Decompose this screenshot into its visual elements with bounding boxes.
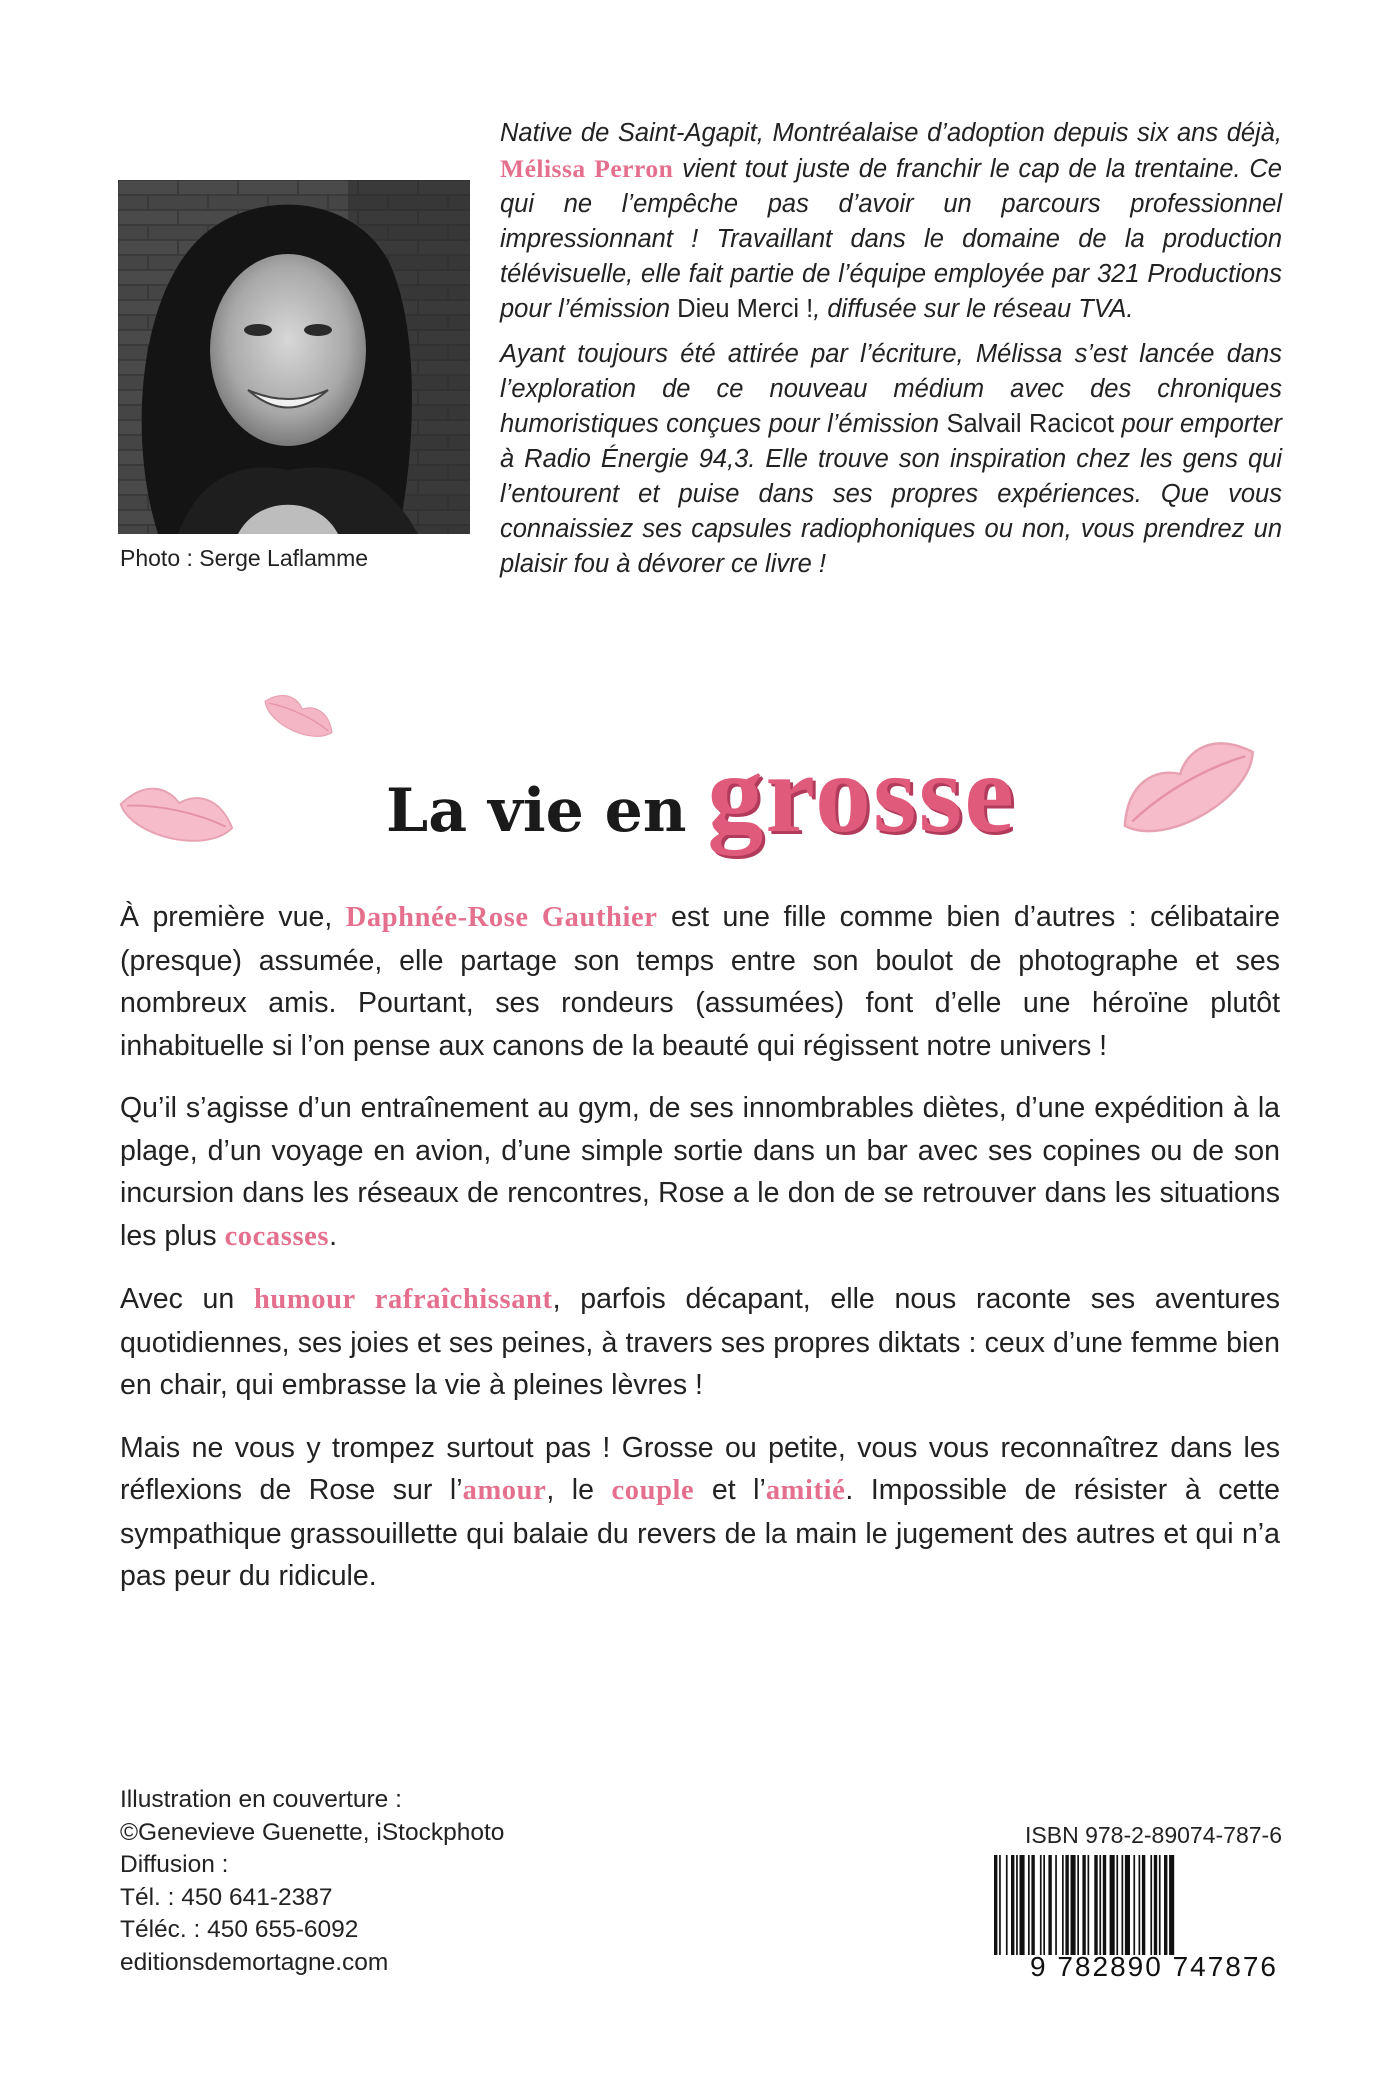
bio-paragraph-1 <box>500 116 1282 327</box>
publisher-credits <box>120 1784 504 1979</box>
highlight-couple: couple <box>611 1475 695 1506</box>
credits-illustration-source: ©Genevieve Guenette, iStockphoto <box>120 1818 505 1846</box>
p1-text-a: À première vue, <box>120 901 346 933</box>
author-bio <box>500 116 1282 592</box>
p4-text-a: Mais ne vous y trompez surtout pas ! Grosse ou petite, vous vous reconnaîtrez dans les réflexions de Rose sur l’ <box>120 1431 1280 1506</box>
title-prefix: La vie en <box>386 776 708 846</box>
bio2-text-a: Ayant toujours été attirée par l’écriture, Mélissa s’est lancée dans l’exploration de ce nouveau médium avec des chroniques humoristiques conçues pour l’émission <box>500 340 1282 438</box>
p1-text-b: est une fille comme bien d’autres : célibataire (presque) assumée, elle partage son temps entre son boulot de photographe et ses nombreux amis. Pourtant, ses rondeurs (assumées) font d’elle une héroïne plutôt inhabituelle si l’on pense aux canons de la beauté qui régissent notre univers ! <box>120 901 1280 1062</box>
p4-text-c: et l’ <box>694 1474 766 1506</box>
highlight-amitie: amitié <box>765 1475 846 1506</box>
title-highlight: grosse <box>707 732 1016 856</box>
p3-text-b: , parfois décapant, elle nous raconte ses aventures quotidiennes, ses joies et ses peines, à travers ses propres diktats : ceux d’une femme bien en chair, qui embrasse la vie à pleines lèvres ! <box>120 1283 1280 1401</box>
author-photo-image <box>118 180 470 534</box>
highlight-amour: amour <box>462 1475 547 1506</box>
bio2-text-b: pour emporter à Radio Énergie 94,3. Elle trouve son inspiration chez les gens qui l’entourent et puise dans ses propres expériences. Que vous connaissiez ses capsules radiophoniques ou non, vous prendrez un plaisir fou à dévorer ce livre ! <box>500 410 1282 578</box>
heroine-name: Daphnée-Rose Gauthier <box>345 902 658 933</box>
credits-website: editionsdemortagne.com <box>120 1948 389 1976</box>
p4-text-d: . Impossible de résister à cette sympathique grassouillette qui balaie du revers de la main le jugement des autres et qui n’a pas peur du ridicule. <box>120 1474 1280 1592</box>
lips-icon <box>249 674 347 762</box>
show-title-dieu-merci: Dieu Merci ! <box>677 295 814 323</box>
highlight-humour: humour rafraîchissant <box>253 1284 553 1315</box>
book-summary <box>120 896 1280 1618</box>
summary-paragraph-4 <box>120 1427 1280 1598</box>
bio1-text-a: Native de Saint-Agapit, Montréalaise d’adoption depuis six ans déjà, <box>500 119 1282 147</box>
summary-paragraph-2 <box>120 1087 1280 1258</box>
lips-icon <box>1093 703 1287 878</box>
bio1-text-c: , diffusée sur le réseau TVA. <box>813 295 1134 323</box>
bio-paragraph-2 <box>500 337 1282 582</box>
p2-text-a: Qu’il s’agisse d’un entraînement au gym, de ses innombrables diètes, d’une expédition à la plage, d’un voyage en avion, d’une simple sortie dans un bar avec ses copines ou de son incursion dans les réseaux de rencontres, Rose a le don de se retrouver dans les situations les plus <box>120 1092 1280 1252</box>
barcode <box>992 1855 1282 1955</box>
show-title-salvail-racicot: Salvail Racicot <box>946 410 1115 438</box>
credits-fax: Téléc. : 450 655-6092 <box>120 1916 359 1943</box>
summary-paragraph-3 <box>120 1278 1280 1407</box>
highlight-cocasses: cocasses <box>224 1220 330 1252</box>
photo-credit: Photo : Serge Laflamme <box>120 545 369 571</box>
author-name: Mélissa Perron <box>500 154 674 183</box>
p3-text-a: Avec un <box>120 1283 254 1315</box>
lips-icon <box>105 768 246 869</box>
book-title <box>386 730 1016 860</box>
credits-diffusion-label: Diffusion : <box>120 1851 229 1878</box>
barcode-digits: 9 782890 747876 <box>1030 1951 1278 1982</box>
isbn-block <box>982 1822 1282 1983</box>
p2-text-b: . <box>329 1219 338 1252</box>
isbn-label: ISBN 978-2-89074-787-6 <box>1025 1822 1282 1848</box>
author-photo <box>118 180 470 534</box>
summary-paragraph-1 <box>120 896 1280 1067</box>
credits-phone: Tél. : 450 641-2387 <box>120 1883 333 1911</box>
bio1-text-b: vient tout juste de franchir le cap de la trentaine. Ce qui ne l’empêche pas d’avoir un parcours professionnel impressionnant ! Travaillant dans le domaine de la production télévisuelle, elle fait partie de l’équipe employée par 321 Productions pour l’émission <box>500 155 1282 323</box>
p4-text-b: , le <box>546 1474 612 1506</box>
credits-illustration-label: Illustration en couverture : <box>120 1786 402 1813</box>
